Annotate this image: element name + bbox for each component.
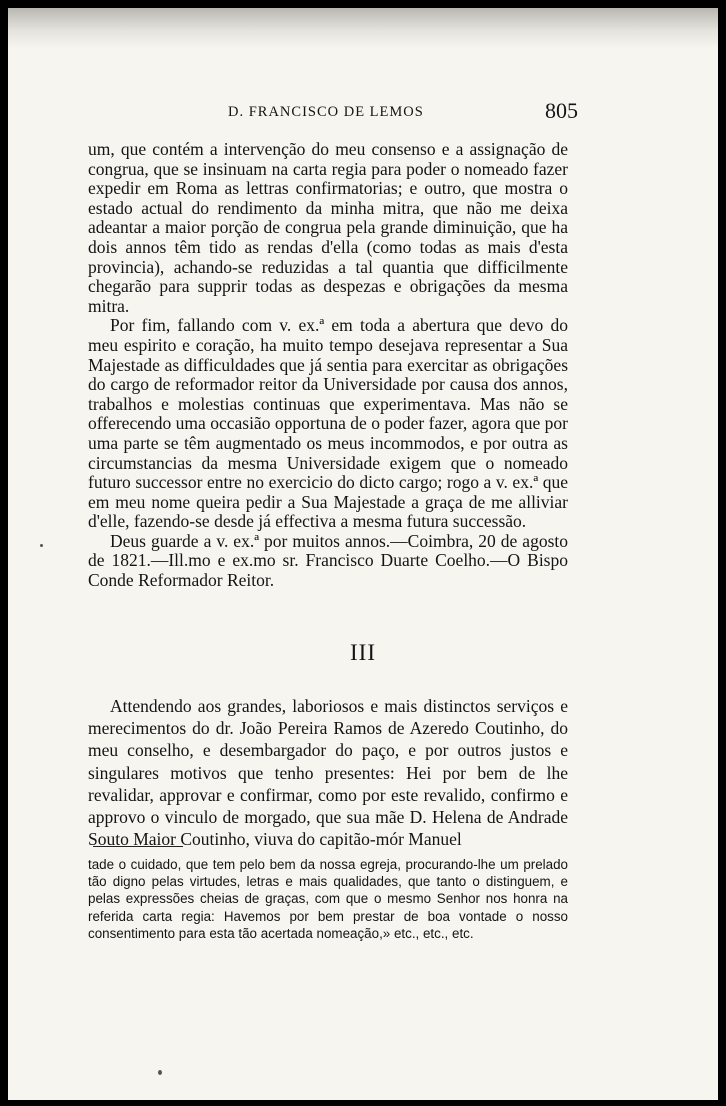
section-paragraph: Attendendo aos grandes, laboriosos e mais distinctos serviços e merecimentos do dr. João Pereira Ramos de Azeredo Coutinho, do meu conselho, e desembargador do paço, e por outros justos e singulares motivos que tenho presentes: Hei por bem de lhe revalidar, approvar e confirmar, como por este revalido, confirmo e approvo o vinculo de morgado, que sua mãe D. Helena de Andrade Souto Maior Coutinho, viuva do capitão-mór Manuel (88, 696, 568, 850)
section-body (88, 695, 568, 850)
ink-fleck (158, 1070, 162, 1075)
scan-shadow (8, 8, 718, 48)
footnote-text: tade o cuidado, que tem pelo bem da nossa egreja, procurando-lhe um prelado tão digno pelas virtudes, letras e mais qualidades, que tanto o distinguem, e pelas expressões cheias de graças, com que o mesmo Senhor nos honra na referida carta regia: Havemos por bem prestar de boa vontade o nosso consentimento para esta tão acertada nomeação,» etc., etc., etc. (88, 857, 568, 941)
page-number: 805 (545, 98, 578, 123)
book-page (8, 8, 718, 1100)
ink-fleck (40, 544, 43, 547)
running-title: D. FRANCISCO DE LEMOS (228, 104, 424, 120)
paragraph-continuation: um, que contém a intervenção do meu consenso e a assignação de congrua, que se insinuam na carta regia para poder o nomeado fazer expedir em Roma as lettras confirmatorias; e outro, que mostra o estado actual do rendimento da minha mitra, que não me deixa adeantar a maior porção de congrua pela grande diminuição, que ha dois annos têm tido as rendas d'ella (como todas as mais d'esta provincia), achando-se reduzidas a tal quantia que difficilmente chegarão para supprir todas as despezas e obrigações da mesma mitra. (88, 139, 568, 316)
paragraph-closing: Deus guarde a v. ex.ª por muitos annos.—Coimbra, 20 de agosto de 1821.—Ill.mo e ex.mo sr. Francisco Duarte Coelho.—O Bispo Conde Reformador Reitor. (88, 530, 568, 591)
letter-body (88, 140, 568, 591)
page-header (88, 98, 584, 126)
paragraph-request: Por fim, fallando com v. ex.ª em toda a abertura que devo do meu espirito e coração, ha muito tempo desejava representar a Sua Majestade as difficuldades que já sentia para exercitar as obrigações do cargo de reformador reitor da Universidade por causa dos annos, trabalhos e molestias continuas que experimentava. Mas não se offerecendo uma occasião opportuna de o poder fazer, agora que por uma parte se têm augmentado os meus incommodos, e por outra as circumstancias da mesma Universidade exigem que o nomeado futuro successor entre no exercicio do dicto cargo; rogo a v. ex.ª que em meu nome queira pedir a Sua Majestade a graça de me alliviar d'elle, fazendo-se desde já effectiva a mesma futura successão. (88, 315, 568, 532)
section-heading: III (350, 640, 376, 665)
footnote-rule (93, 846, 183, 847)
footnote (88, 856, 568, 942)
